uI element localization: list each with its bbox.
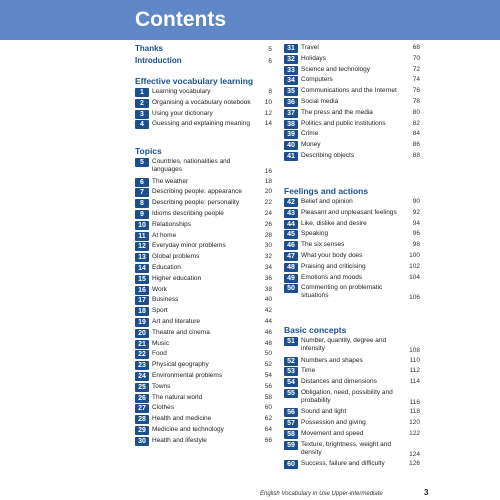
unit-title: Politics and public institutions [301, 119, 386, 127]
unit-title: Texture, brightness, weight and density [301, 440, 391, 456]
unit-title: The natural world [152, 393, 203, 401]
unit-title: Commenting on problematic situations [301, 284, 383, 300]
unit-title: Work [152, 285, 168, 293]
toc-unit-58[interactable] [284, 430, 420, 439]
unit-title: Crime [301, 130, 319, 138]
toc-page-number: 28 [264, 231, 272, 239]
toc-page-number: 12 [264, 109, 272, 117]
unit-title: Travel [301, 44, 319, 51]
toc-unit-45[interactable] [284, 230, 420, 239]
unit-number-badge: 37 [284, 109, 298, 118]
toc-entry-thanks[interactable] [135, 44, 272, 54]
toc-page-number: 36 [264, 274, 272, 282]
toc-page-number: 38 [264, 285, 272, 293]
toc-unit-52[interactable] [284, 357, 420, 366]
toc-entry-label: Thanks [135, 44, 164, 53]
unit-number-badge: 44 [284, 220, 298, 229]
unit-number-badge: 45 [284, 230, 298, 239]
toc-page-number: 110 [409, 356, 420, 364]
unit-number-badge: 25 [135, 383, 149, 392]
unit-number-badge: 34 [284, 76, 298, 85]
toc-unit-31[interactable] [284, 44, 420, 53]
unit-title: Health and medicine [152, 415, 212, 423]
toc-unit-10[interactable] [135, 221, 272, 230]
unit-title: Praising and criticising [301, 262, 366, 270]
toc-page-number: 116 [409, 398, 420, 406]
toc-page-number: 120 [409, 419, 420, 427]
toc-page-number: 106 [409, 294, 420, 302]
unit-title: Global problems [152, 253, 200, 261]
toc-unit-7[interactable] [135, 188, 272, 197]
unit-number-badge: 7 [135, 188, 149, 197]
toc-unit-48[interactable] [284, 263, 420, 272]
unit-number-badge: 58 [284, 430, 298, 439]
toc-unit-47[interactable] [284, 252, 420, 261]
toc-page-number: 96 [412, 230, 420, 238]
unit-title: Describing people: personality [152, 199, 240, 207]
unit-number-badge: 29 [135, 426, 149, 435]
toc-page-number: 54 [264, 371, 272, 379]
unit-title: Numbers and shapes [301, 356, 363, 364]
toc-page-number: 82 [412, 119, 420, 127]
toc-unit-19[interactable] [135, 318, 272, 327]
toc-page-number: 56 [264, 382, 272, 390]
unit-title: Physical geography [152, 361, 209, 369]
unit-number-badge: 18 [135, 307, 149, 316]
toc-page-number: 84 [412, 130, 420, 138]
toc-unit-42[interactable] [284, 198, 420, 207]
unit-number-badge: 35 [284, 87, 298, 96]
unit-number-badge: 6 [135, 178, 149, 187]
toc-unit-8[interactable] [135, 199, 272, 208]
unit-number-badge: 13 [135, 253, 149, 262]
unit-number-badge: 22 [135, 350, 149, 359]
toc-page-number: 32 [264, 253, 272, 261]
toc-page-number: 126 [409, 460, 420, 468]
page-title: Contents [135, 8, 226, 31]
toc-page-number: 98 [412, 241, 420, 249]
unit-number-badge: 32 [284, 55, 298, 64]
toc-page-number: 40 [264, 296, 272, 304]
toc-page-number: 104 [409, 273, 420, 281]
unit-number-badge: 19 [135, 318, 149, 327]
unit-title: Money [301, 141, 321, 149]
unit-title: Computers [301, 76, 333, 84]
unit-number-badge: 21 [135, 340, 149, 349]
toc-unit-36[interactable] [284, 98, 420, 107]
unit-number-badge: 2 [135, 99, 149, 108]
toc-unit-25[interactable] [135, 383, 272, 392]
unit-number-badge: 49 [284, 274, 298, 283]
unit-title: Sport [152, 307, 168, 315]
toc-page-number: 30 [264, 242, 272, 250]
toc-page-number: 26 [264, 220, 272, 228]
toc-unit-50[interactable] [284, 284, 420, 302]
section-heading-basic: Basic concepts [284, 325, 347, 335]
toc-unit-29[interactable] [135, 426, 272, 435]
toc-page-number: 80 [412, 108, 420, 116]
toc-unit-28[interactable] [135, 415, 272, 424]
unit-number-badge: 53 [284, 367, 298, 376]
unit-number-badge: 55 [284, 389, 298, 398]
toc-unit-15[interactable] [135, 275, 272, 284]
unit-title: Distances and dimensions [301, 378, 377, 386]
toc-page-number: 124 [409, 450, 420, 458]
toc-unit-3[interactable] [135, 110, 272, 119]
toc-page-number: 94 [412, 219, 420, 227]
unit-number-badge: 46 [284, 241, 298, 250]
unit-title: Medicine and technology [152, 425, 224, 433]
toc-unit-51[interactable] [284, 337, 420, 355]
toc-page-number: 6 [268, 58, 272, 65]
unit-number-badge: 12 [135, 242, 149, 251]
unit-number-badge: 26 [135, 394, 149, 403]
toc-unit-2[interactable] [135, 99, 272, 108]
toc-page-number: 72 [412, 65, 420, 73]
unit-number-badge: 51 [284, 337, 298, 346]
unit-number-badge: 42 [284, 198, 298, 207]
toc-unit-59[interactable] [284, 441, 420, 459]
unit-title: Music [152, 339, 169, 347]
unit-title: At home [152, 231, 177, 239]
toc-page-number: 64 [264, 425, 272, 433]
unit-number-badge: 1 [135, 88, 149, 97]
unit-number-badge: 5 [135, 158, 149, 167]
toc-unit-24[interactable] [135, 372, 272, 381]
toc-page-number: 34 [264, 263, 272, 271]
unit-number-badge: 47 [284, 252, 298, 261]
toc-unit-14[interactable] [135, 264, 272, 273]
unit-title: Describing people: appearance [152, 188, 242, 196]
unit-title: Holidays [301, 54, 326, 62]
toc-page-number: 100 [409, 252, 420, 259]
unit-title: Education [152, 263, 181, 271]
toc-page-number: 112 [409, 367, 420, 375]
section-heading-topics: Topics [135, 146, 162, 156]
toc-page-number: 78 [412, 98, 420, 105]
unit-title: Learning vocabulary [152, 88, 211, 95]
toc-unit-22[interactable] [135, 350, 272, 359]
unit-title: Clothes [152, 404, 175, 412]
unit-title: Guessing and explaining meaning [152, 120, 250, 128]
section-heading-feelings: Feelings and actions [284, 186, 369, 196]
header-bar [0, 0, 500, 40]
unit-number-badge: 31 [284, 44, 298, 53]
unit-title: Describing objects [301, 152, 355, 159]
unit-number-badge: 9 [135, 210, 149, 219]
unit-title: Art and literature [152, 317, 201, 325]
unit-title: The weather [152, 177, 189, 185]
unit-number-badge: 27 [135, 404, 149, 413]
unit-number-badge: 14 [135, 264, 149, 273]
section-heading-effective: Effective vocabulary learning [135, 76, 254, 86]
toc-page-number: 114 [409, 378, 420, 386]
toc-unit-16[interactable] [135, 286, 272, 295]
unit-number-badge: 52 [284, 357, 298, 366]
toc-page-number: 14 [264, 120, 272, 128]
unit-number-badge: 4 [135, 120, 149, 129]
unit-title: Communications and the Internet [301, 87, 397, 95]
toc-unit-44[interactable] [284, 220, 420, 229]
unit-title: Sound and light [301, 408, 347, 416]
toc-page-number: 76 [412, 87, 420, 95]
unit-title: Towns [152, 382, 171, 390]
toc-entry-label: Introduction [135, 56, 182, 65]
toc-unit-11[interactable] [135, 232, 272, 241]
book-footer: English Vocabulary in Use Upper-intermediate [260, 491, 383, 497]
toc-unit-49[interactable] [284, 274, 420, 283]
toc-page-number: 8 [268, 88, 272, 95]
unit-title: Movement and speed [301, 430, 364, 437]
unit-number-badge: 28 [135, 415, 149, 424]
unit-number-badge: 30 [135, 437, 149, 446]
toc-unit-32[interactable] [284, 55, 420, 64]
unit-number-badge: 50 [284, 284, 298, 293]
toc-unit-56[interactable] [284, 408, 420, 417]
toc-unit-20[interactable] [135, 329, 272, 338]
toc-page-number: 88 [412, 152, 420, 159]
unit-title: Idioms describing people [152, 209, 224, 217]
toc-page-number: 60 [264, 404, 272, 412]
unit-number-badge: 54 [284, 378, 298, 387]
toc-unit-23[interactable] [135, 361, 272, 370]
toc-unit-33[interactable] [284, 66, 420, 75]
toc-page-number: 22 [264, 199, 272, 207]
unit-number-badge: 8 [135, 199, 149, 208]
toc-page-number: 66 [264, 436, 272, 444]
unit-title: Obligation, need, possibility and probability [301, 388, 393, 404]
toc-unit-12[interactable] [135, 242, 272, 251]
unit-number-badge: 33 [284, 66, 298, 75]
toc-unit-30[interactable] [135, 437, 272, 446]
unit-title: Theatre and cinema [152, 328, 210, 336]
toc-page-number: 48 [264, 339, 272, 347]
unit-title: The six senses [301, 241, 345, 249]
toc-unit-40[interactable] [284, 141, 420, 150]
toc-page-number: 42 [264, 307, 272, 315]
toc-unit-27[interactable] [135, 404, 272, 413]
toc-page-number: 16 [264, 168, 272, 175]
toc-unit-13[interactable] [135, 253, 272, 262]
unit-number-badge: 23 [135, 361, 149, 370]
toc-page-number: 102 [409, 262, 420, 270]
unit-number-badge: 15 [135, 275, 149, 284]
toc-unit-46[interactable] [284, 241, 420, 250]
toc-page-number: 122 [409, 430, 420, 437]
toc-page-number: 86 [412, 141, 420, 149]
unit-number-badge: 24 [135, 372, 149, 381]
unit-number-badge: 57 [284, 419, 298, 428]
unit-title: Time [301, 367, 316, 375]
unit-title: Organising a vocabulary notebook [152, 98, 251, 106]
toc-unit-9[interactable] [135, 210, 272, 219]
unit-title: Success, failure and difficulty [301, 460, 385, 468]
unit-title: Speaking [301, 230, 329, 238]
toc-unit-6[interactable] [135, 178, 272, 187]
unit-title: Food [152, 350, 167, 358]
toc-page-number: 50 [264, 350, 272, 358]
unit-number-badge: 16 [135, 286, 149, 295]
unit-number-badge: 39 [284, 130, 298, 139]
unit-number-badge: 38 [284, 120, 298, 129]
toc-unit-57[interactable] [284, 419, 420, 428]
toc-page-number: 5 [268, 46, 272, 53]
toc-unit-55[interactable] [284, 389, 420, 407]
toc-page-number: 46 [264, 328, 272, 336]
toc-page-number: 108 [409, 347, 420, 354]
unit-number-badge: 48 [284, 263, 298, 272]
toc-page-number: 62 [264, 415, 272, 423]
toc-unit-37[interactable] [284, 109, 420, 118]
toc-unit-60[interactable] [284, 460, 420, 469]
unit-number-badge: 11 [135, 232, 149, 241]
toc-page-number: 118 [409, 408, 420, 416]
toc-unit-26[interactable] [135, 394, 272, 403]
unit-title: Possession and giving [301, 419, 366, 427]
toc-page-number: 44 [264, 317, 272, 325]
unit-title: Pleasant and unpleasant feelings [301, 208, 397, 216]
toc-page-number: 18 [264, 177, 272, 185]
toc-page-number: 92 [412, 208, 420, 216]
toc-unit-54[interactable] [284, 378, 420, 387]
unit-title: Countries, nationalities and languages [152, 158, 231, 173]
unit-title: What your body does [301, 252, 363, 259]
unit-number-badge: 10 [135, 221, 149, 230]
unit-number-badge: 59 [284, 441, 298, 450]
toc-page-number: 10 [264, 98, 272, 106]
unit-number-badge: 56 [284, 408, 298, 417]
toc-page-number: 90 [412, 198, 420, 205]
unit-title: Business [152, 296, 179, 304]
toc-unit-39[interactable] [284, 130, 420, 139]
unit-number-badge: 60 [284, 460, 298, 469]
toc-unit-53[interactable] [284, 367, 420, 376]
unit-title: Relationships [152, 220, 192, 228]
unit-title: Environmental problems [152, 371, 223, 379]
unit-number-badge: 36 [284, 98, 298, 107]
toc-entry-introduction[interactable] [135, 56, 272, 66]
unit-title: Using your dictionary [152, 109, 213, 117]
unit-title: Health and lifestyle [152, 436, 207, 444]
toc-page-number: 70 [412, 54, 420, 62]
unit-title: Science and technology [301, 65, 371, 73]
toc-unit-35[interactable] [284, 87, 420, 96]
unit-number-badge: 20 [135, 329, 149, 338]
unit-number-badge: 43 [284, 209, 298, 218]
unit-number-badge: 17 [135, 296, 149, 305]
unit-title: Everyday minor problems [152, 242, 226, 250]
toc-unit-5[interactable] [135, 158, 272, 176]
page-number: 3 [424, 488, 429, 497]
toc-unit-43[interactable] [284, 209, 420, 218]
toc-unit-17[interactable] [135, 296, 272, 305]
unit-title: Emotions and moods [301, 273, 363, 281]
toc-page-number: 68 [412, 44, 420, 51]
toc-unit-38[interactable] [284, 120, 420, 129]
unit-title: Higher education [152, 274, 202, 282]
toc-page-number: 58 [264, 393, 272, 401]
toc-unit-21[interactable] [135, 340, 272, 349]
toc-page-number: 24 [264, 209, 272, 217]
unit-title: Like, dislike and desire [301, 219, 367, 227]
unit-number-badge: 41 [284, 152, 298, 161]
unit-number-badge: 40 [284, 141, 298, 150]
toc-unit-4[interactable] [135, 120, 272, 129]
toc-unit-1[interactable] [135, 88, 272, 97]
unit-title: The press and the media [301, 108, 373, 116]
unit-title: Belief and opinion [301, 198, 353, 205]
unit-title: Number, quantity, degree and intensity [301, 337, 387, 352]
toc-page-number: 52 [264, 361, 272, 369]
toc-unit-34[interactable] [284, 76, 420, 85]
toc-unit-18[interactable] [135, 307, 272, 316]
unit-title: Social media [301, 98, 339, 105]
unit-number-badge: 3 [135, 110, 149, 119]
toc-page-number: 74 [412, 76, 420, 84]
toc-unit-41[interactable] [284, 152, 420, 161]
toc-page-number: 20 [264, 188, 272, 196]
